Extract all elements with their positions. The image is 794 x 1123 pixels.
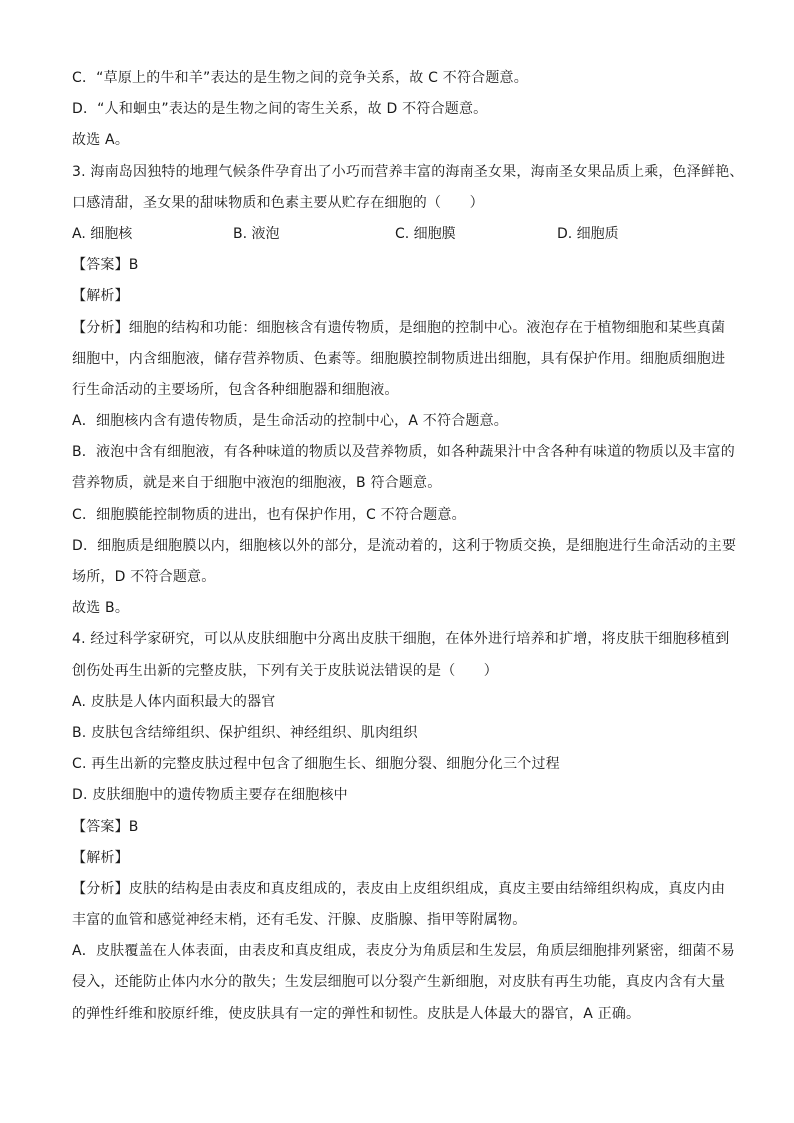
text-line: 的弹性纤维和胶原纤维，使皮肤具有一定的弹性和韧性。皮肤是人体最大的器官，A 正确。 — [72, 1005, 641, 1022]
text-line: D．“人和蛔虫”表达的是生物之间的寄生关系，故 D 不符合题意。 — [72, 101, 488, 118]
text-line: 丰富的血管和感觉神经末梢，还有毛发、汗腺、皮脂腺、指甲等附属物。 — [72, 912, 527, 929]
option-b: B. 皮肤包含结缔组织、保护组织、神经组织、肌肉组织 — [72, 724, 418, 741]
text-line: D．细胞质是细胞膜以内，细胞核以外的部分，是流动着的，这利于物质交换，是细胞进行生命活动的主要 — [72, 537, 737, 554]
answer-label: 【答案】B — [72, 818, 139, 835]
text-line: C．细胞膜能控制物质的进出，也有保护作用，C 不符合题意。 — [72, 506, 466, 523]
option-a: A. 皮肤是人体内面积最大的器官 — [72, 693, 276, 710]
question-3-stem: 3. 海南岛因独特的地理气候条件孕育出了小巧而营养丰富的海南圣女果，海南圣女果品质上乘，色泽鲜艳、 — [72, 163, 744, 180]
text-line: 【分析】细胞的结构和功能：细胞核含有遗传物质，是细胞的控制中心。液泡存在于植物细胞和某些真菌 — [72, 319, 726, 336]
question-4-stem: 4. 经过科学家研究，可以从皮肤细胞中分离出皮肤干细胞，在体外进行培养和扩增，将皮肤干细胞移植到 — [72, 631, 730, 648]
text-line: 行生命活动的主要场所，包含各种细胞器和细胞液。 — [72, 381, 399, 398]
question-4-stem: 创伤处再生出新的完整皮肤，下列有关于皮肤说法错误的是（ ） — [72, 662, 498, 679]
document-body — [72, 63, 744, 1030]
question-3-options — [72, 219, 732, 250]
text-line: B．液泡中含有细胞液，有各种味道的物质以及营养物质，如各种蔬果汁中含各种有味道的物质以及丰富的 — [72, 444, 736, 461]
answer-label: 【答案】B — [72, 257, 139, 274]
question-3-stem: 口感清甜，圣女果的甜味物质和色素主要从贮存在细胞的（ ） — [72, 194, 484, 211]
analysis-label: 【解析】 — [72, 849, 129, 866]
option-c: C. 细胞膜 — [395, 225, 456, 242]
analysis-label: 【解析】 — [72, 288, 129, 305]
option-d: D. 皮肤细胞中的遗传物质主要存在细胞核中 — [72, 787, 348, 804]
text-line: C．“草原上的牛和羊”表达的是生物之间的竞争关系，故 C 不符合题意。 — [72, 70, 528, 86]
text-line: 侵入，还能防止体内水分的散失；生发层细胞可以分裂产生新细胞，对皮肤有再生功能，真皮内含有大量 — [72, 974, 726, 991]
text-line: 故选 B。 — [72, 600, 130, 617]
text-line: 细胞中，内含细胞液，储存营养物质、色素等。细胞膜控制物质进出细胞，具有保护作用。细胞质细胞进 — [72, 350, 726, 367]
text-line: 【分析】皮肤的结构是由表皮和真皮组成的，表皮由上皮组织组成，真皮主要由结缔组织构成，真皮内由 — [72, 880, 726, 897]
text-line: A．细胞核内含有遗传物质，是生命活动的控制中心，A 不符合题意。 — [72, 413, 509, 430]
text-line: A．皮肤覆盖在人体表面，由表皮和真皮组成，表皮分为角质层和生发层，角质层细胞排列紧密，细菌不易 — [72, 943, 735, 960]
option-c: C. 再生出新的完整皮肤过程中包含了细胞生长、细胞分裂、细胞分化三个过程 — [72, 756, 560, 773]
text-line: 营养物质，就是来自于细胞中液泡的细胞液，B 符合题意。 — [72, 475, 442, 492]
option-b: B. 液泡 — [233, 225, 280, 242]
option-a: A. 细胞核 — [72, 225, 133, 242]
text-line: 场所，D 不符合题意。 — [72, 569, 216, 585]
text-line: 故选 A。 — [72, 132, 130, 149]
option-d: D. 细胞质 — [557, 225, 619, 242]
